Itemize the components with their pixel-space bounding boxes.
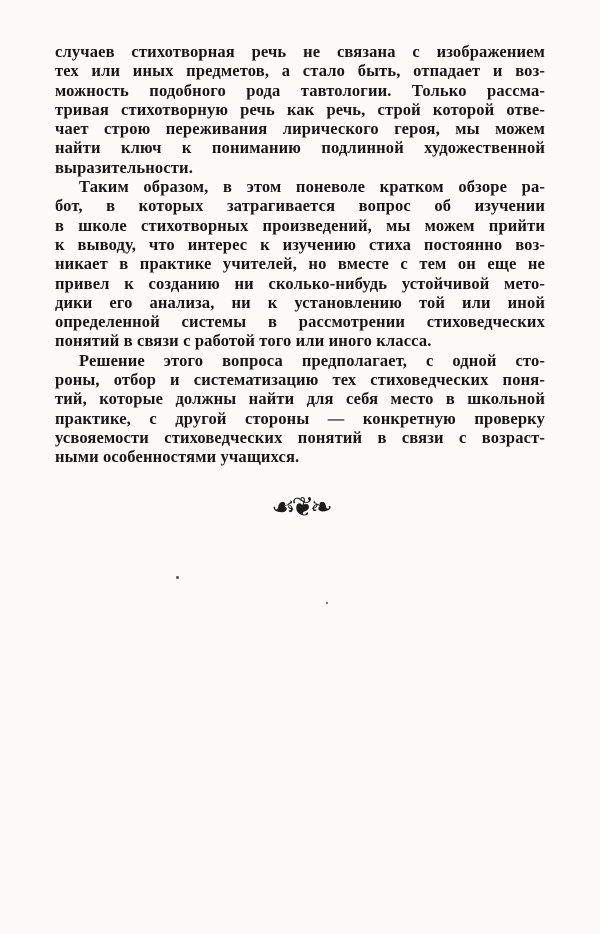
scan-speck — [176, 576, 179, 579]
text-line: усвояемости стиховедческих понятий в связи с возраст- — [55, 427, 545, 447]
text-line: практике, с другой стороны — конкретную проверку — [55, 408, 545, 428]
text-line: роны, отбор и систематизацию тех стиховедческих поня- — [55, 370, 545, 390]
text-line: случаев стихотворная речь не связана с изображением — [55, 42, 545, 61]
text-line: тех или иных предметов, а стало быть, отпадает и воз- — [55, 61, 545, 81]
text-line: найти ключ к пониманию подлинной художественной — [55, 138, 545, 158]
text-line: тий, которые должны найти для себя место в школьной — [55, 389, 545, 409]
text-line: ными особенностями учащихся. — [55, 447, 300, 467]
paragraph-3 — [55, 351, 545, 467]
text-line: выразительности. — [55, 157, 193, 177]
text-line: в школе стихотворных произведений, мы можем прийти — [55, 215, 545, 235]
paragraph-1 — [55, 42, 545, 177]
page-text — [55, 42, 545, 467]
text-line: никает в практике учителей, но вместе с тем он еще не — [55, 254, 545, 274]
text-line: к выводу, что интерес к изучению стиха постоянно воз- — [55, 234, 545, 254]
text-line: понятий в связи с работой того или иного класса. — [55, 331, 432, 351]
text-line: бот, в которых затрагивается вопрос об изучении — [55, 196, 545, 216]
text-line: дики его анализа, ни к установлению той или иной — [55, 292, 545, 312]
scan-speck — [326, 602, 328, 604]
text-line: привел к созданию ни сколько-нибудь устойчивой мето- — [55, 273, 545, 293]
text-line: тривая стихотворную речь как речь, строй которой отве- — [55, 99, 545, 119]
text-line: можность подобного рода тавтологии. Только рассма- — [55, 80, 545, 100]
text-line: чает строю переживания лирического героя, мы можем — [55, 119, 545, 139]
text-line: Решение этого вопроса предполагает, с одной сто- — [79, 350, 545, 370]
text-line: определенной системы в рассмотрении стиховедческих — [55, 312, 545, 332]
fleuron-ornament-icon: ☙❦❧ — [271, 492, 329, 523]
text-line: Таким образом, в этом поневоле кратком обзоре ра- — [79, 177, 545, 197]
paragraph-2 — [55, 177, 545, 351]
